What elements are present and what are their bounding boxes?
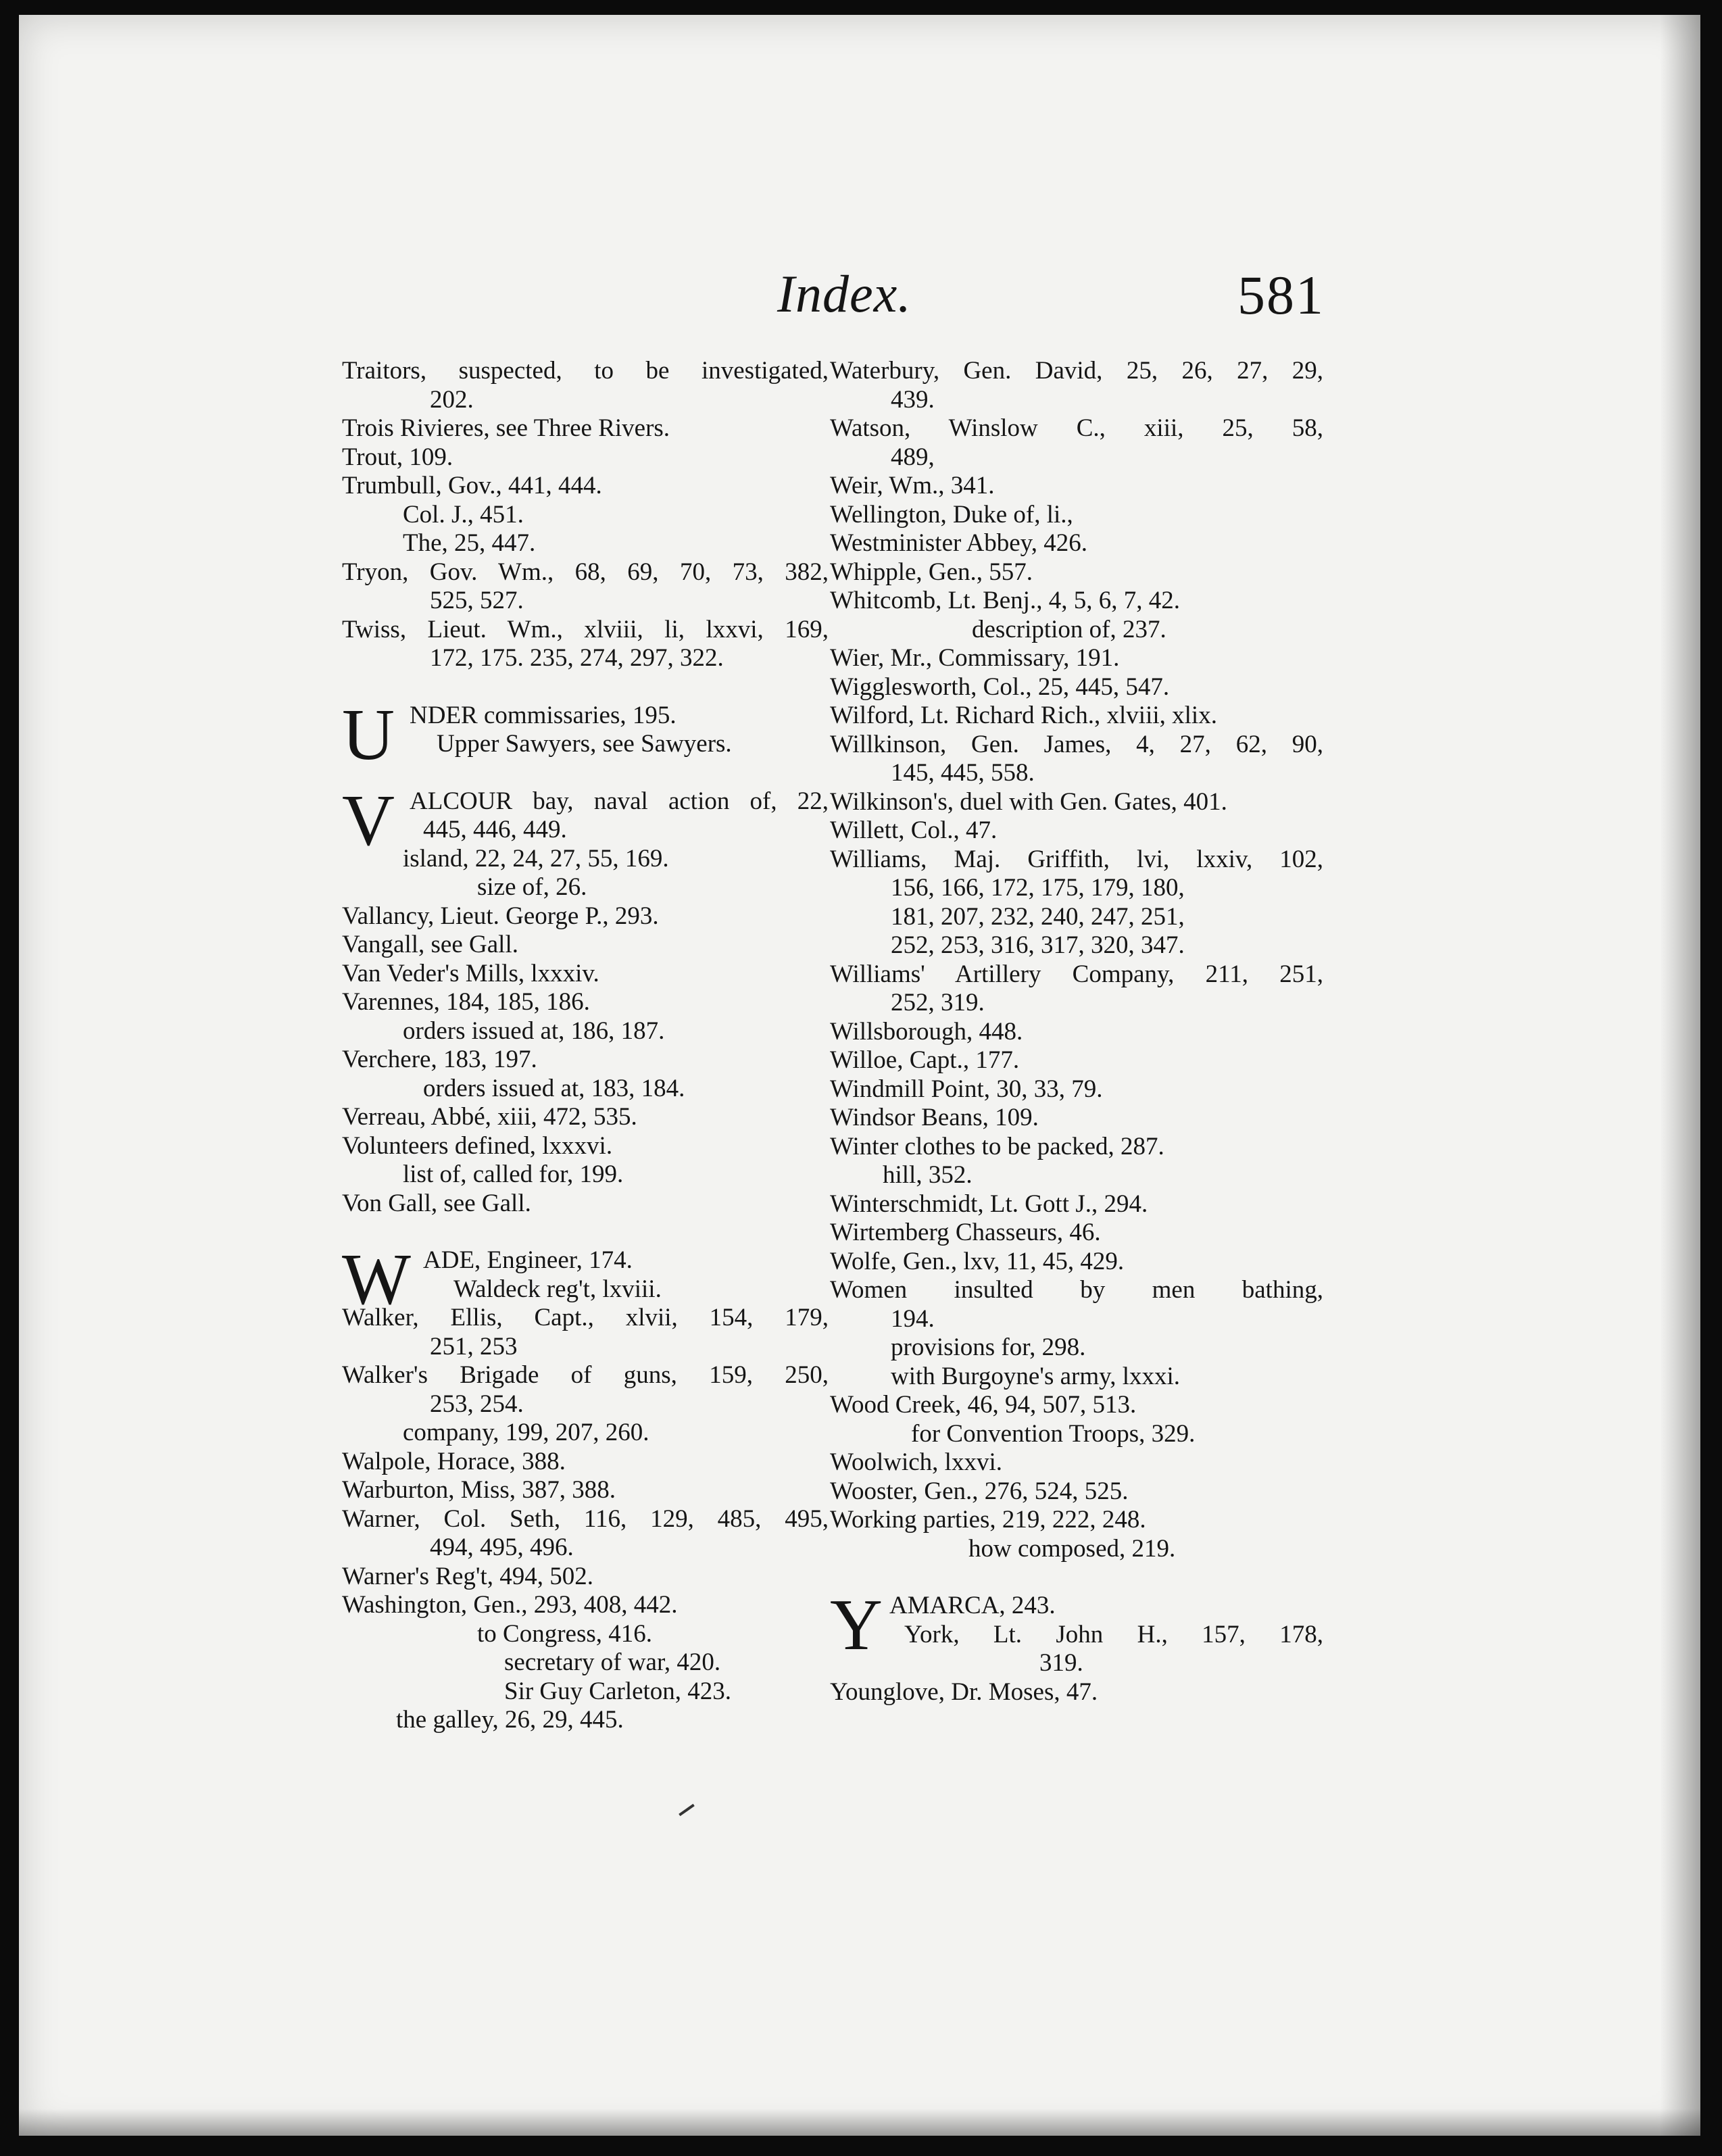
index-entry: Trois Rivieres, see Three Rivers. <box>342 414 670 442</box>
index-entry: Van Veder's Mills, lxxxiv. <box>342 959 599 987</box>
index-entry: Working parties, 219, 222, 248. <box>830 1506 1146 1534</box>
index-subentry: size of, 26. <box>477 873 587 901</box>
drop-cap-w: W <box>342 1240 411 1320</box>
page-number: 581 <box>1237 264 1325 326</box>
index-entry: Washington, Gen., 293, 408, 442. <box>342 1591 678 1619</box>
index-entry-continuation: 445, 446, 449. <box>423 816 567 843</box>
index-entry-continuation: 489, <box>891 443 935 471</box>
index-entry: Vallancy, Lieut. George P., 293. <box>342 902 659 930</box>
index-entry-continuation: 202. <box>430 385 474 414</box>
index-entry: Warner, Col. Seth, 116, 129, 485, 495, <box>342 1504 829 1533</box>
index-column-left <box>342 357 829 1735</box>
index-subentry: company, 199, 207, 260. <box>403 1419 649 1446</box>
index-entry-continuation: 145, 445, 558. <box>891 759 1035 787</box>
index-entry: Wier, Mr., Commissary, 191. <box>830 644 1120 672</box>
index-entry: Wooster, Gen., 276, 524, 525. <box>830 1477 1129 1505</box>
index-entry: Winter clothes to be packed, 287. <box>830 1132 1164 1160</box>
drop-cap-u: U <box>342 694 395 775</box>
page-edge-shadow <box>1660 15 1700 2136</box>
index-entry-continuation: 252, 319. <box>891 989 985 1016</box>
index-entry-continuation: 319. <box>1039 1649 1083 1677</box>
index-subentry: secretary of war, 420. <box>504 1648 721 1676</box>
index-entry: Wilkinson's, duel with Gen. Gates, 401. <box>830 787 1227 816</box>
index-entry: Upper Sawyers, see Sawyers. <box>437 730 732 758</box>
page-header <box>777 264 1325 331</box>
index-entry: Volunteers defined, lxxxvi. <box>342 1131 613 1160</box>
index-subentry: The, 25, 447. <box>403 529 536 557</box>
index-entry: Tryon, Gov. Wm., 68, 69, 70, 73, 382, <box>342 558 829 586</box>
index-entry-continuation: 439. <box>891 385 935 414</box>
index-entry-continuation: 525, 527. <box>430 587 524 614</box>
index-entry: Verchere, 183, 197. <box>342 1046 537 1073</box>
index-entry: Wood Creek, 46, 94, 507, 513. <box>830 1391 1137 1419</box>
index-entry: Wolfe, Gen., lxv, 11, 45, 429. <box>830 1247 1125 1275</box>
index-subentry: Col. J., 451. <box>403 500 524 529</box>
page-bottom-shadow <box>19 2109 1700 2136</box>
index-entry: Wirtemberg Chasseurs, 46. <box>830 1219 1101 1246</box>
index-subentry: with Burgoyne's army, lxxxi. <box>891 1362 1181 1390</box>
index-column-right <box>830 357 1323 1707</box>
index-entry: Trout, 109. <box>342 443 453 471</box>
index-entry: Williams, Maj. Griffith, lvi, lxxiv, 102, <box>830 845 1323 873</box>
index-entry: Walker, Ellis, Capt., xlvii, 154, 179, <box>342 1304 829 1331</box>
index-entry: Whitcomb, Lt. Benj., 4, 5, 6, 7, 42. <box>830 587 1180 614</box>
index-entry: Women insulted by men bathing, <box>830 1276 1323 1304</box>
index-entry-continuation: 251, 253 <box>430 1332 518 1361</box>
index-entry: Trumbull, Gov., 441, 444. <box>342 472 602 499</box>
index-entry: Wigglesworth, Col., 25, 445, 547. <box>830 672 1170 701</box>
page-title: Index. <box>777 264 912 323</box>
index-entry: Vangall, see Gall. <box>342 931 518 958</box>
index-entry: NDER commissaries, 195. <box>410 701 676 729</box>
index-entry: ALCOUR bay, naval action of, 22, <box>410 787 829 815</box>
index-subentry: hill, 352. <box>883 1161 973 1189</box>
section-u <box>342 694 829 775</box>
index-entry: Williams' Artillery Company, 211, 251, <box>830 960 1323 988</box>
index-entry: Verreau, Abbé, xiii, 472, 535. <box>342 1103 637 1131</box>
index-entry: Watson, Winslow C., xiii, 25, 58, <box>830 414 1323 442</box>
index-entry: Twiss, Lieut. Wm., xlviii, li, lxxvi, 169, <box>342 615 829 643</box>
index-entry: Westminister Abbey, 426. <box>830 529 1088 557</box>
index-entry: Von Gall, see Gall. <box>342 1189 531 1217</box>
index-entry: Weir, Wm., 341. <box>830 472 995 499</box>
index-entry-continuation: 156, 166, 172, 175, 179, 180, <box>891 874 1185 902</box>
index-entry-continuation: 494, 495, 496. <box>430 1534 574 1561</box>
index-entry: Walker's Brigade of guns, 159, 250, <box>342 1361 829 1389</box>
index-subentry: provisions for, 298. <box>891 1333 1086 1361</box>
index-entry: Willsborough, 448. <box>830 1017 1023 1046</box>
index-entry: Warner's Reg't, 494, 502. <box>342 1562 594 1590</box>
index-entry: Varennes, 184, 185, 186. <box>342 988 590 1016</box>
index-subentry: the galley, 26, 29, 445. <box>396 1706 624 1734</box>
index-entry: Younglove, Dr. Moses, 47. <box>830 1677 1098 1706</box>
index-entry-continuation: 172, 175. 235, 274, 297, 322. <box>430 644 724 672</box>
index-entry: AMARCA, 243. <box>889 1592 1056 1619</box>
index-subentry: list of, called for, 199. <box>403 1160 624 1188</box>
index-subentry: to Congress, 416. <box>477 1619 652 1648</box>
index-entry: Whipple, Gen., 557. <box>830 558 1033 586</box>
index-entry-continuation: 252, 253, 316, 317, 320, 347. <box>891 931 1185 959</box>
drop-cap-y: Y <box>830 1585 883 1665</box>
index-entry: Windsor Beans, 109. <box>830 1104 1039 1131</box>
index-entry: Waterbury, Gen. David, 25, 26, 27, 29, <box>830 357 1323 385</box>
index-subentry: how composed, 219. <box>968 1534 1176 1563</box>
index-subentry: orders issued at, 186, 187. <box>403 1016 665 1045</box>
index-entry-continuation: 181, 207, 232, 240, 247, 251, <box>891 902 1185 931</box>
index-entry: Woolwich, lxxvi. <box>830 1448 1002 1476</box>
index-entry: Windmill Point, 30, 33, 79. <box>830 1075 1103 1103</box>
index-entry: ADE, Engineer, 174. <box>423 1246 633 1274</box>
index-subentry: island, 22, 24, 27, 55, 169. <box>403 844 669 873</box>
index-entry: Willoe, Capt., 177. <box>830 1046 1020 1074</box>
index-subentry: Sir Guy Carleton, 423. <box>504 1677 732 1705</box>
index-entry-continuation: 253, 254. <box>430 1390 524 1418</box>
index-subentry: description of, 237. <box>972 615 1166 643</box>
index-entry: Waldeck reg't, lxviii. <box>453 1275 662 1303</box>
index-entry: Traitors, suspected, to be investigated, <box>342 357 829 385</box>
index-subentry: orders issued at, 183, 184. <box>423 1074 685 1102</box>
index-entry: Wilford, Lt. Richard Rich., xlviii, xlix. <box>830 702 1217 729</box>
index-entry: Winterschmidt, Lt. Gott J., 294. <box>830 1190 1148 1218</box>
index-entry: Willett, Col., 47. <box>830 816 998 844</box>
drop-cap-v: V <box>342 780 395 861</box>
index-subentry: for Convention Troops, 329. <box>911 1419 1196 1448</box>
index-entry: York, Lt. John H., 157, 178, <box>904 1620 1323 1648</box>
index-entry: Walpole, Horace, 388. <box>342 1447 566 1475</box>
index-entry: Warburton, Miss, 387, 388. <box>342 1476 616 1504</box>
index-entry-continuation: 194. <box>891 1304 935 1333</box>
index-entry: Wellington, Duke of, li., <box>830 500 1073 529</box>
index-entry: Willkinson, Gen. James, 4, 27, 62, 90, <box>830 730 1323 758</box>
